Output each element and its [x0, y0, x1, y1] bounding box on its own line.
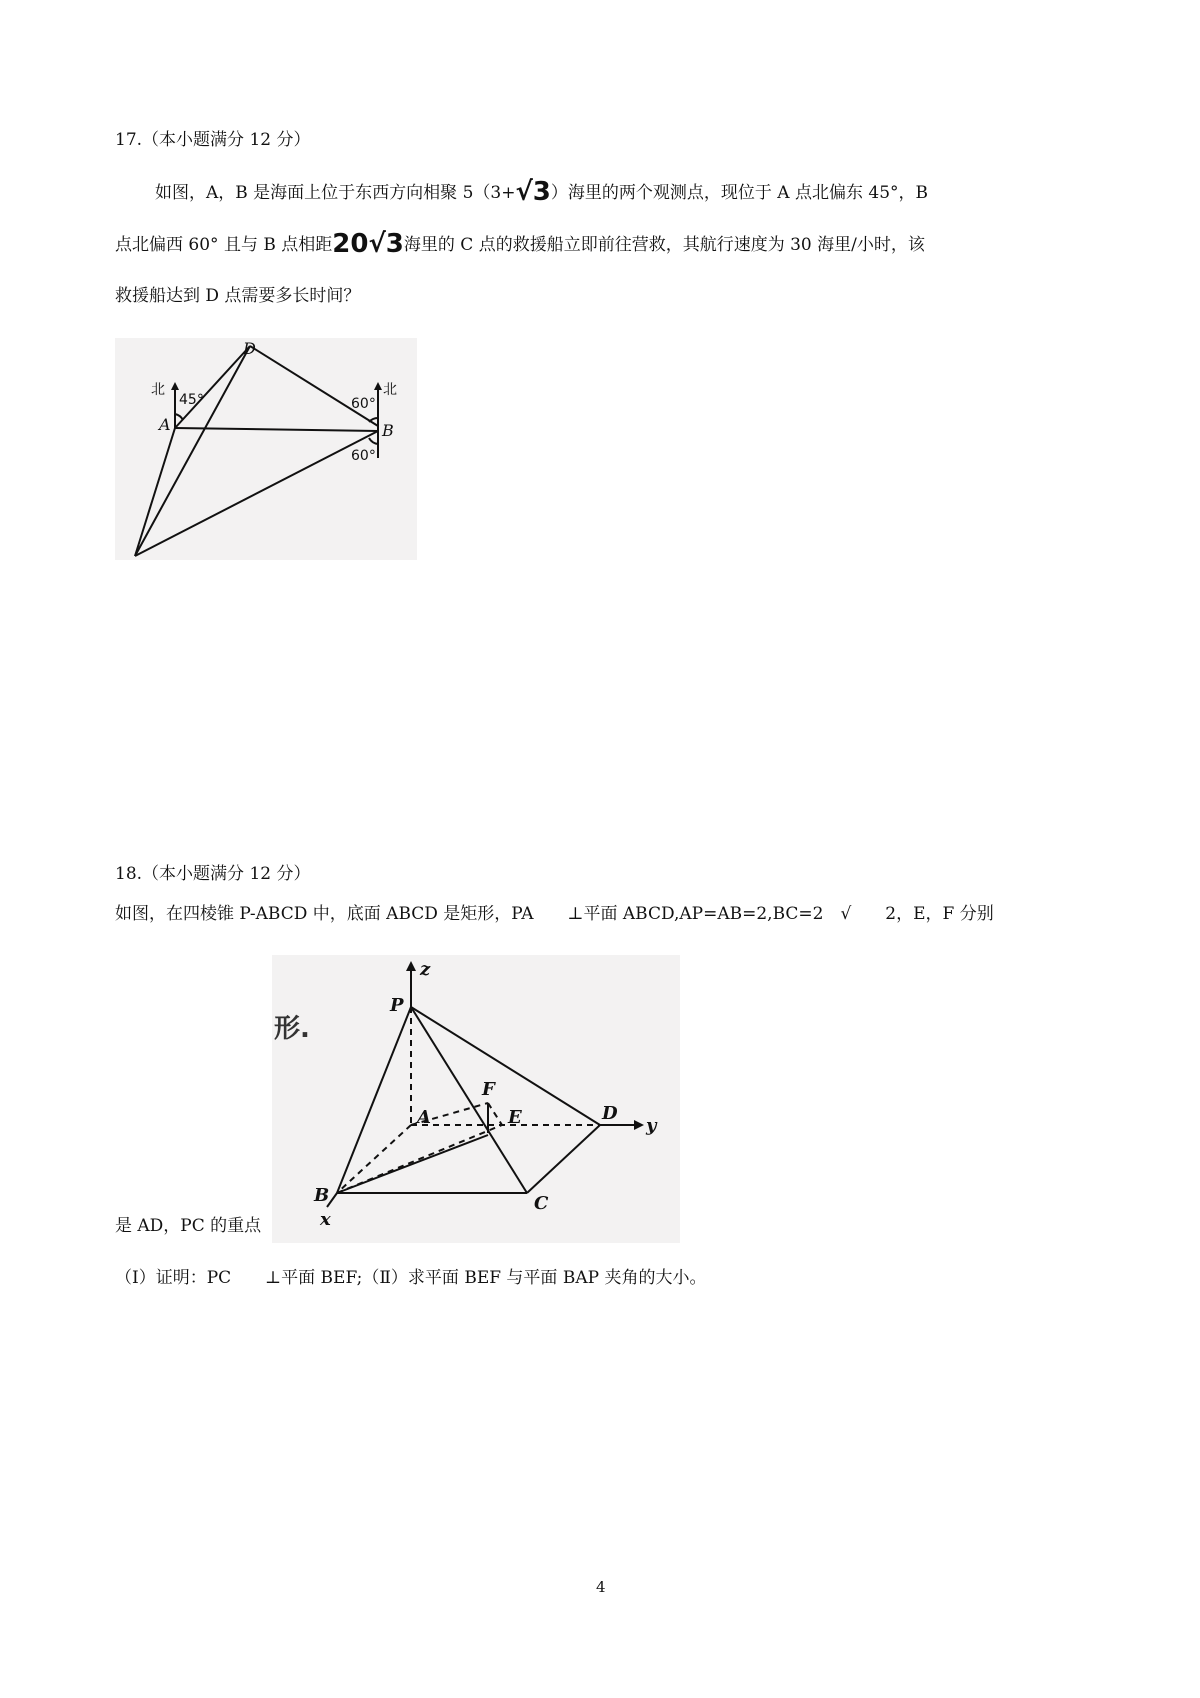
label-c: C [534, 1193, 549, 1214]
angle-arc-60-top [369, 418, 378, 422]
label-d: D [602, 1103, 618, 1124]
angle-arc-60-bottom [369, 438, 378, 444]
q17-diagram [115, 338, 417, 560]
twenty-coefficient: 20 [332, 229, 369, 259]
q18-line-2: 是 AD，PC 的重点 [115, 1216, 262, 1236]
q17-heading: 17.（本小题满分 12 分） [115, 130, 311, 150]
label-b: B [382, 421, 394, 440]
q17-line2-text-b: 海里的 C 点的救援船立即前往营救，其航行速度为 30 海里/小时，该 [403, 235, 925, 255]
line-db [250, 346, 378, 426]
q18-figure [272, 955, 680, 1243]
label-y: y [646, 1115, 657, 1136]
sqrt-3-expression-2: √3 [368, 229, 404, 259]
dashed-fe [488, 1103, 502, 1125]
q18-line-3: （Ⅰ）证明：PC ⊥平面 BEF;（Ⅱ）求平面 BEF 与平面 BAP 夹角的大小。 [115, 1268, 707, 1288]
label-x: x [320, 1209, 331, 1230]
angle-arc-45 [175, 414, 183, 420]
q17-line-2 [115, 229, 925, 259]
line-ab [175, 428, 378, 431]
label-angle-60-bottom: 60° [351, 448, 376, 464]
q18-heading: 18.（本小题满分 12 分） [115, 864, 311, 884]
z-arrow [406, 961, 416, 971]
label-north-right: 北 [383, 382, 397, 398]
q17-line-3: 救援船达到 D 点需要多长时间？ [115, 286, 361, 306]
label-angle-60-top: 60° [351, 396, 376, 412]
edge-pb [337, 1007, 411, 1193]
label-north-left: 北 [151, 382, 165, 398]
caption-fragment: 形. [274, 1014, 310, 1044]
north-arrow-b [374, 382, 382, 390]
sqrt-3-expression: √3 [515, 177, 551, 207]
q17-line1-text-a: 如图，A，B 是海面上位于东西方向相聚 5（3+ [155, 183, 516, 203]
label-p: P [390, 995, 404, 1016]
label-d: D [243, 339, 256, 358]
page-number: 4 [596, 1578, 606, 1596]
edge-pd [411, 1007, 600, 1125]
label-z: z [420, 959, 431, 980]
label-f: F [482, 1079, 495, 1100]
edge-cd [527, 1125, 600, 1193]
q18-line-1: 如图，在四棱锥 P-ABCD 中，底面 ABCD 是矩形，PA ⊥平面 ABCD,AP=AB=2,BC=2 √ 2，E，F 分别 [115, 904, 994, 924]
dashed-ab [337, 1125, 411, 1193]
q17-figure [115, 338, 417, 560]
north-arrow-a [171, 382, 179, 390]
q18-pyramid-diagram [272, 955, 680, 1243]
label-a: A [417, 1107, 431, 1128]
label-e: E [508, 1107, 522, 1128]
dashed-be [337, 1125, 502, 1193]
line-dc [135, 346, 250, 556]
line-bc [135, 431, 378, 556]
edge-pc [411, 1007, 527, 1193]
q17-line2-text-a: 点北偏西 60° 且与 B 点相距 [115, 235, 333, 255]
label-a: A [159, 415, 171, 434]
label-angle-45: 45° [179, 392, 204, 408]
label-b: B [314, 1185, 330, 1206]
y-arrow [634, 1120, 644, 1130]
q17-line1-text-b: ）海里的两个观测点，现位于 A 点北偏东 45°，B [550, 183, 929, 203]
q17-line-1 [155, 177, 929, 207]
